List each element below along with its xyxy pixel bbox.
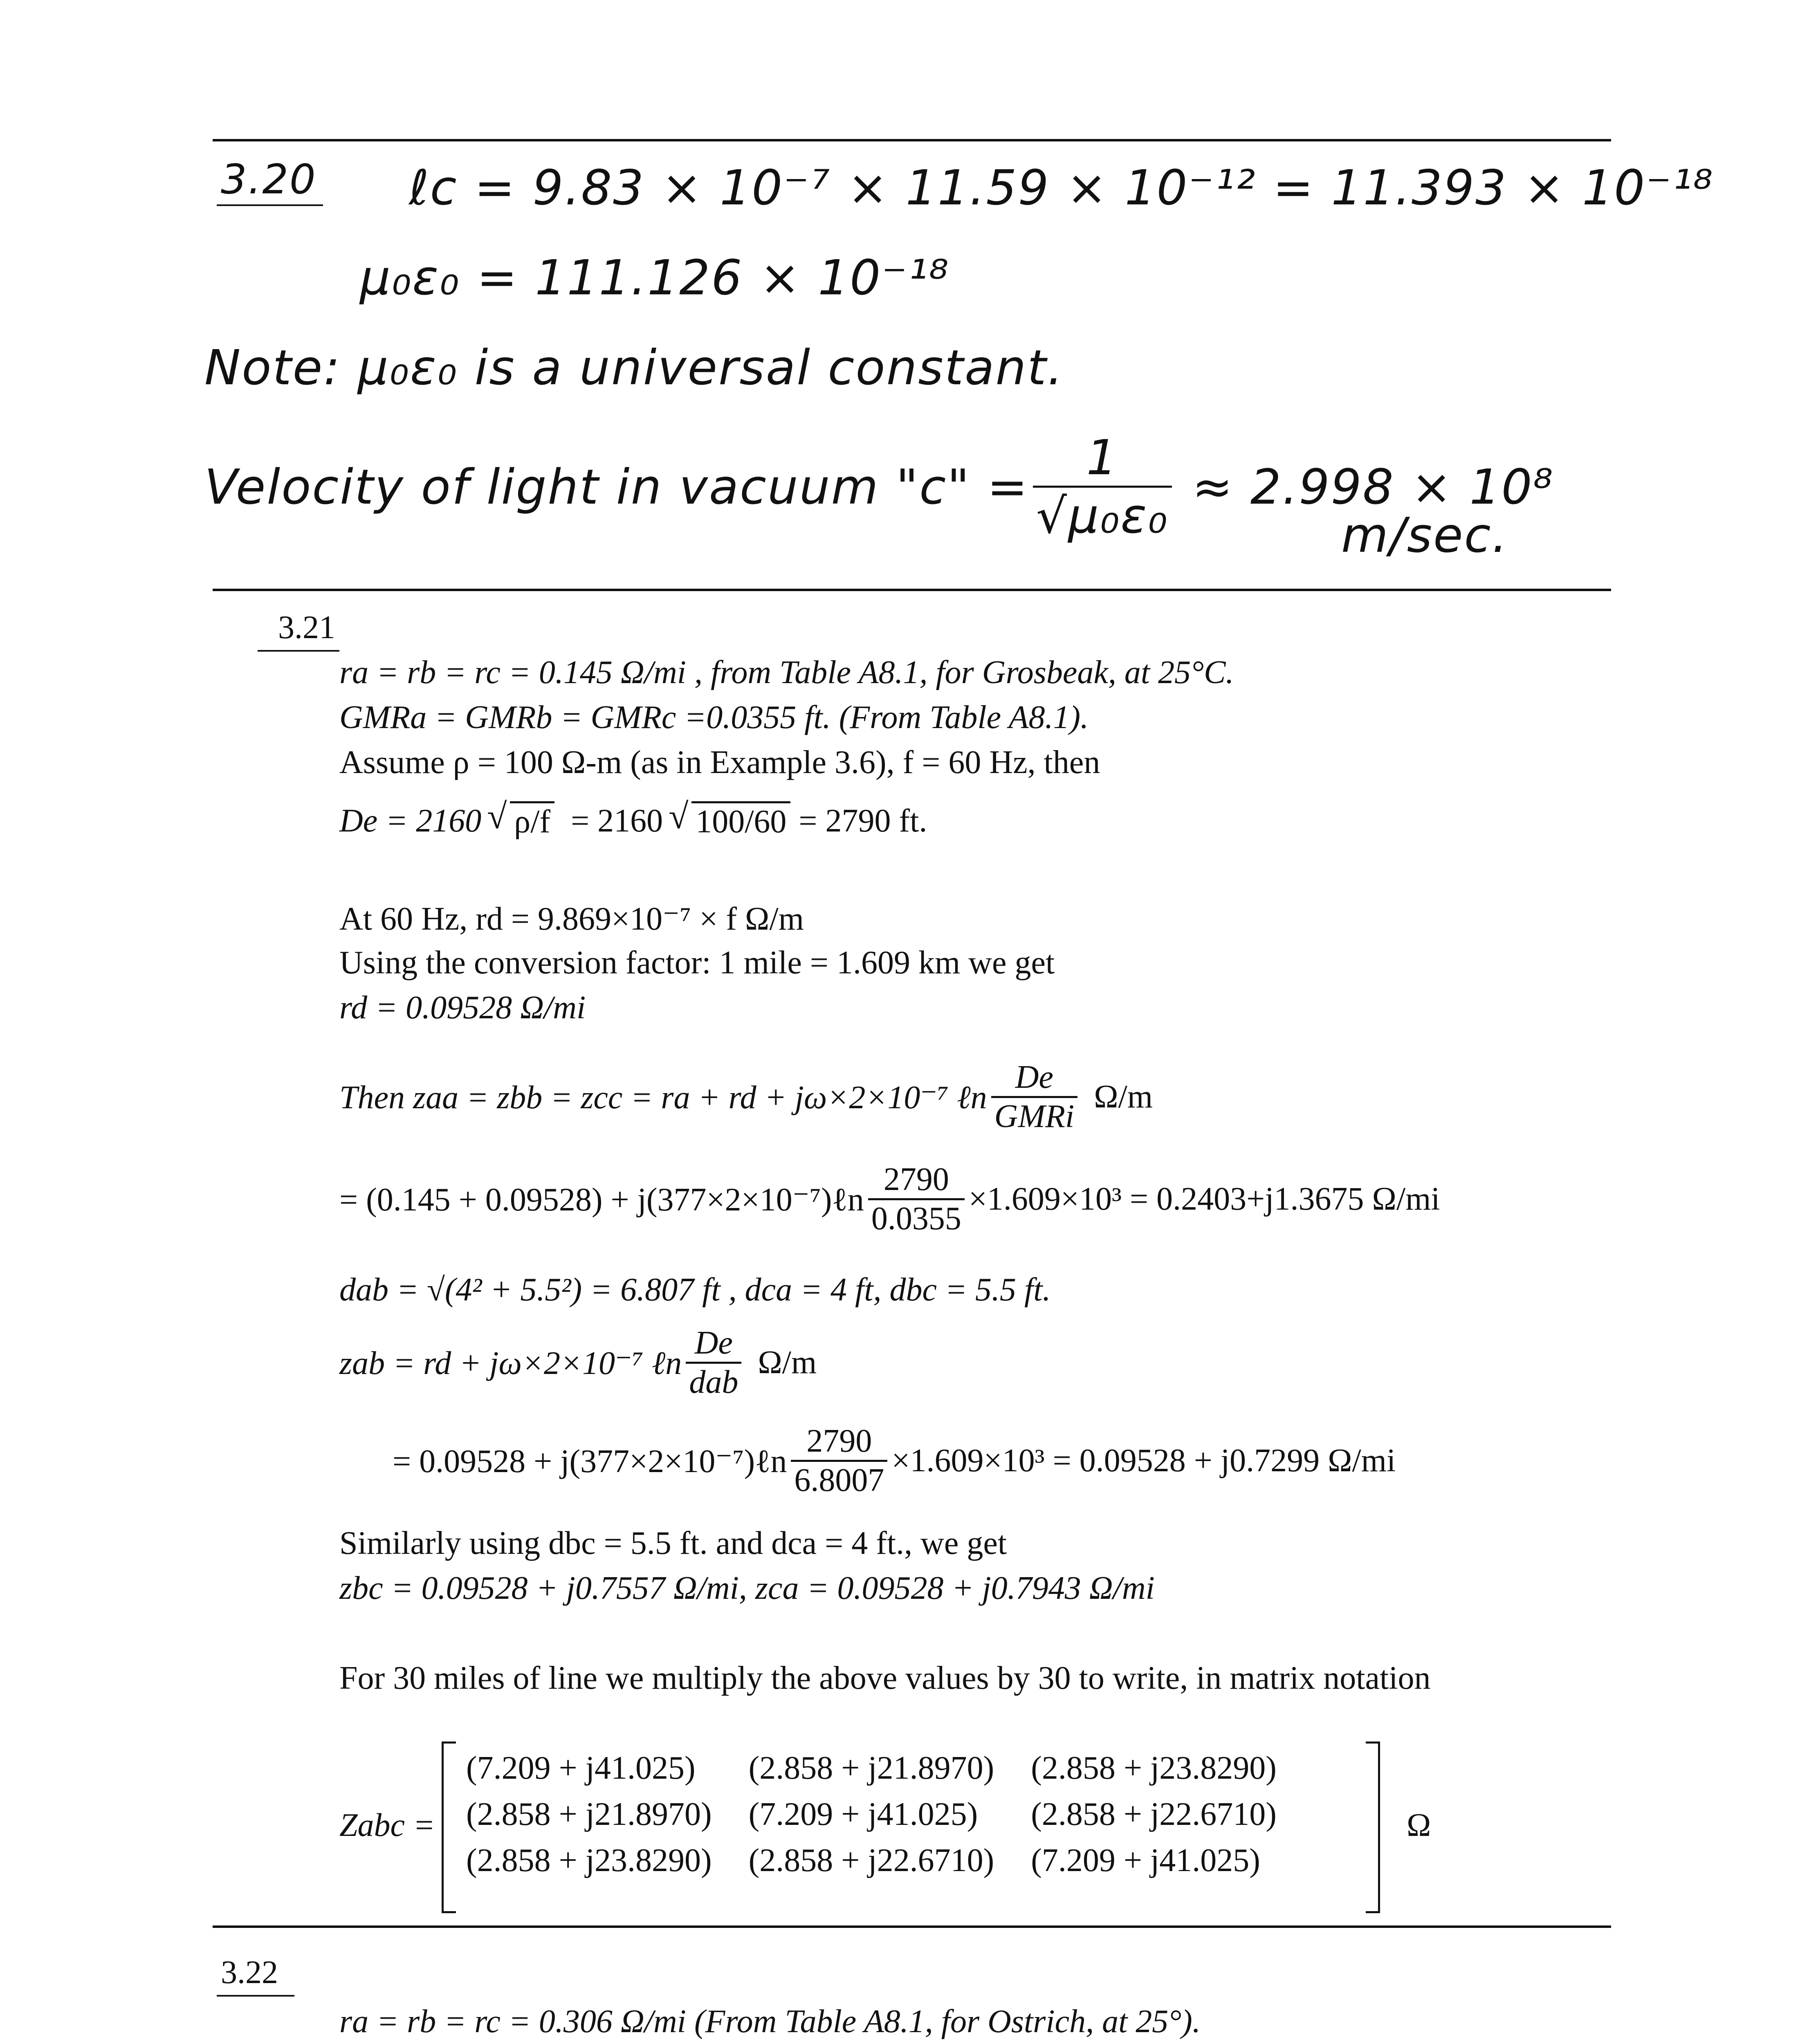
matrix-cell: (2.858 + j22.6710) (748, 1842, 994, 1878)
self-impedance-value (339, 1161, 1440, 1237)
mutual-impedance-equation (339, 1325, 817, 1401)
similarly-line: Similarly using dbc = 5.5 ft. and dca = 4 ft., we get (339, 1525, 1007, 1561)
z-self-value-lhs: = (0.145 + 0.09528) + j(377×2×10⁻⁷)ℓn (339, 1181, 864, 1218)
speed-of-light-value: ≈ 2.998 × 10⁸ (1192, 458, 1554, 515)
sqrt-100-over-60: √ 100/60 (691, 801, 790, 840)
self-impedance-equation (339, 1059, 1153, 1135)
mutual-impedance-value (393, 1423, 1396, 1499)
z-self-fraction (991, 1059, 1078, 1135)
matrix-cell: (2.858 + j23.8290) (1031, 1750, 1277, 1786)
rd-formula-line: At 60 Hz, rd = 9.869×10⁻⁷ × f Ω/m (339, 901, 804, 937)
matrix-cell: (2.858 + j23.8290) (466, 1842, 712, 1878)
matrix-cell: (7.209 + j41.025) (748, 1796, 978, 1832)
section-number-3-22: 3.22 (221, 1954, 278, 1990)
assume-line: Assume ρ = 100 Ω-m (as in Example 3.6), f = 60 Hz, then (339, 744, 1100, 780)
thirty-miles-line: For 30 miles of line we multiply the above values by 30 to write, in matrix notation (339, 1660, 1431, 1696)
section-underline (258, 650, 339, 652)
zbc-zca-line: zbc = 0.09528 + j0.7557 Ω/mi, zca = 0.09528 + j0.7943 Ω/mi (339, 1570, 1155, 1606)
matrix-cell: (2.858 + j22.6710) (1031, 1796, 1277, 1832)
fraction-numerator: 2790 (883, 1161, 949, 1197)
gmr-line: GMRa = GMRb = GMRc =0.0355 ft. (From Table A8.1). (339, 699, 1089, 735)
matrix-cell: (2.858 + j21.8970) (748, 1750, 994, 1786)
top-rule (213, 139, 1611, 141)
z-self-value-fraction (868, 1161, 965, 1237)
fraction-denominator: 6.8007 (791, 1460, 887, 1499)
section-underline (217, 204, 323, 206)
speed-unit: m/sec. (1341, 507, 1509, 563)
zab-unit: Ω/m (758, 1345, 817, 1381)
matrix-cell: (7.209 + j41.025) (466, 1750, 696, 1786)
matrix-cell: (7.209 + j41.025) (1031, 1842, 1260, 1878)
sqrt-rho-over-f: √ ρ/f (510, 801, 554, 840)
zab-lhs: zab = rd + jω×2×10⁻⁷ ℓn (339, 1345, 682, 1381)
matrix-cell: (2.858 + j21.8970) (466, 1796, 712, 1832)
matrix-right-bracket (1366, 1741, 1380, 1913)
note-line: Note: μ₀ε₀ is a universal constant. (204, 339, 1064, 396)
section-divider-2 (213, 1925, 1611, 1928)
lc-product-line: ℓc = 9.83 × 10⁻⁷ × 11.59 × 10⁻¹² = 11.393 × 10⁻¹⁸ (409, 159, 1714, 216)
de-rhs: = 2790 ft. (799, 802, 927, 839)
zab-value-rhs: ×1.609×10³ = 0.09528 + j0.7299 Ω/mi (891, 1443, 1396, 1479)
fraction-denominator: dab (686, 1362, 741, 1401)
resistance-line: ra = rb = rc = 0.145 Ω/mi , from Table A8.1, for Grosbeak, at 25°C. (339, 654, 1234, 690)
fraction-numerator: 1 (1086, 429, 1118, 486)
z-self-lhs: Then zaa = zbb = zcc = ra + rd + jω×2×10⁻⁷ ℓn (339, 1079, 987, 1116)
section-divider-1 (213, 589, 1611, 591)
de-lhs: De = 2160 (339, 802, 482, 839)
mu-epsilon-line: μ₀ε₀ = 111.126 × 10⁻¹⁸ (360, 249, 950, 306)
section-underline (217, 1995, 294, 1997)
section-number-3-20: 3.20 (221, 155, 317, 203)
fraction-numerator: 2790 (806, 1423, 872, 1459)
velocity-text: Velocity of light in vacuum "c" = (204, 458, 1029, 515)
spacing-line: dab = √(4² + 5.5²) = 6.807 ft , dca = 4 ft, dbc = 5.5 ft. (339, 1272, 1051, 1308)
zab-fraction (686, 1325, 741, 1401)
fraction-numerator: De (1015, 1059, 1054, 1095)
fraction-numerator: De (694, 1325, 733, 1361)
zab-value-fraction (791, 1423, 887, 1499)
zab-value-lhs: = 0.09528 + j(377×2×10⁻⁷)ℓn (393, 1443, 787, 1479)
resistance-line: ra = rb = rc = 0.306 Ω/mi (From Table A8.1, for Ostrich, at 25°). (339, 2004, 1201, 2040)
section-number-3-21: 3.21 (278, 610, 335, 645)
z-self-value-rhs: ×1.609×10³ = 0.2403+j1.3675 Ω/mi (968, 1181, 1440, 1217)
impedance-matrix (450, 1746, 1293, 1883)
fraction-denominator: √μ₀ε₀ (1033, 486, 1172, 544)
de-equation (339, 801, 927, 840)
fraction-denominator: 0.0355 (868, 1198, 965, 1237)
zabc-label: Zabc = (339, 1807, 435, 1843)
conversion-line: Using the conversion factor: 1 mile = 1.609 km we get (339, 945, 1055, 981)
velocity-fraction (1033, 429, 1172, 544)
z-self-unit: Ω/m (1094, 1079, 1153, 1115)
fraction-denominator: GMRi (991, 1096, 1078, 1135)
matrix-unit: Ω (1407, 1807, 1431, 1843)
de-mid: = 2160 (571, 802, 663, 839)
rd-value-line: rd = 0.09528 Ω/mi (339, 990, 586, 1026)
